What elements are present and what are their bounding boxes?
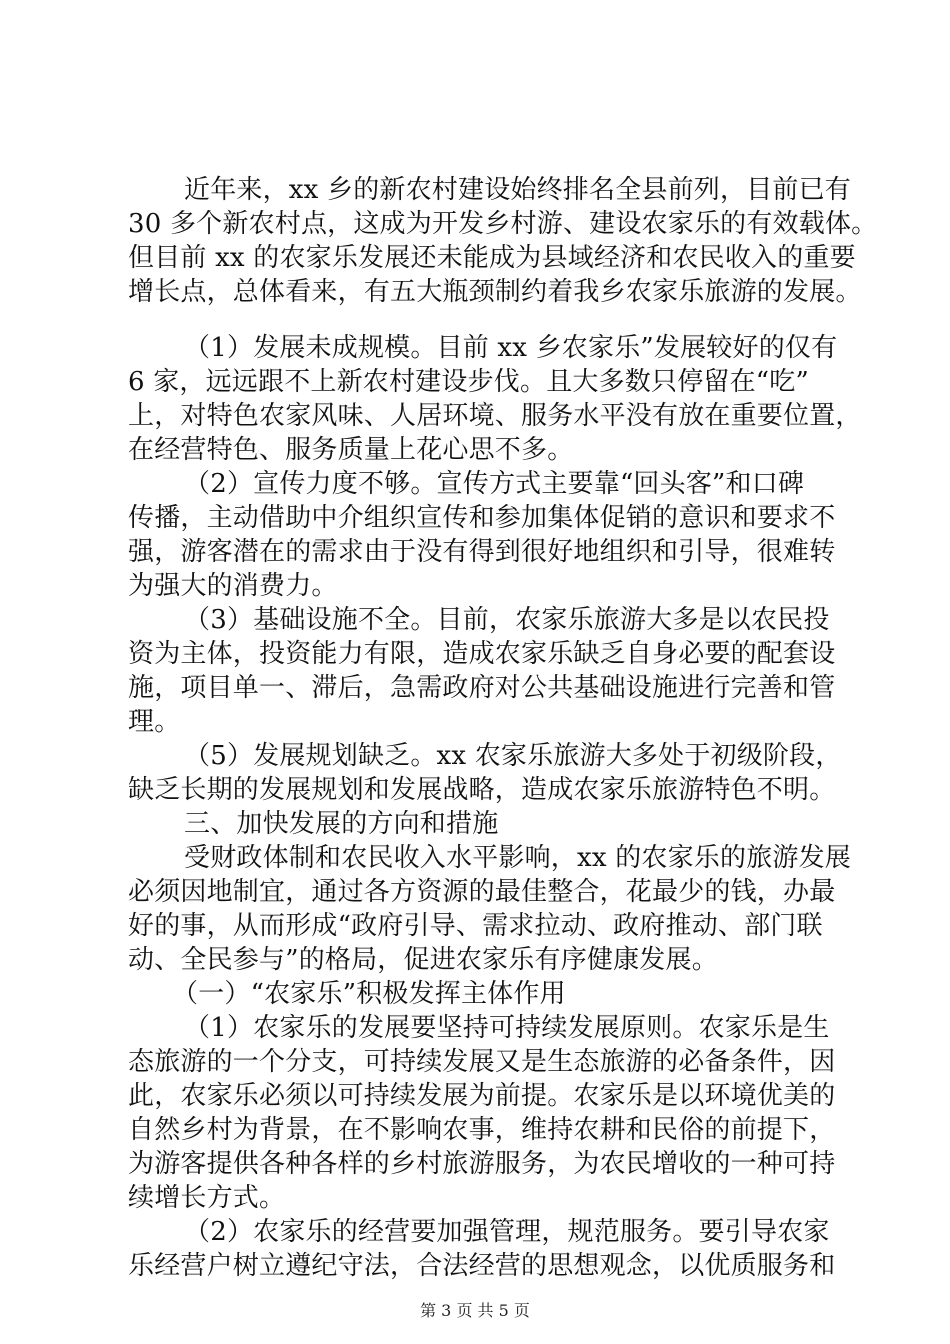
text-line: 传播，主动借助中介组织宣传和参加集体促销的意识和要求不 <box>128 503 836 533</box>
text-line: （2）农家乐的经营要加强管理，规范服务。要引导农家 <box>184 1217 830 1247</box>
text-line: 6 家，远远跟不上新农村建设步伐。且大多数只停留在“吃” <box>128 367 809 397</box>
text-line: 必须因地制宜，通过各方资源的最佳整合，花最少的钱，办最 <box>128 877 836 907</box>
text-line: 态旅游的一个分支，可持续发展又是生态旅游的必备条件，因 <box>128 1047 836 1077</box>
text-line: 但目前 xx 的农家乐发展还未能成为县域经济和农民收入的重要 <box>128 243 856 273</box>
text-line: 为强大的消费力。 <box>128 571 338 601</box>
text-line: （2）宣传力度不够。宣传方式主要靠“回头客”和口碑 <box>184 469 805 499</box>
text-line: （3）基础设施不全。目前，农家乐旅游大多是以农民投 <box>184 605 830 635</box>
text-line: 续增长方式。 <box>128 1183 286 1213</box>
text-line: 上，对特色农家风味、人居环境、服务水平没有放在重要位置， <box>128 401 862 431</box>
text-line: （1）发展未成规模。目前 xx 乡农家乐”发展较好的仅有 <box>184 333 838 363</box>
text-line: 动、全民参与”的格局，促进农家乐有序健康发展。 <box>128 945 718 975</box>
text-line: 缺乏长期的发展规划和发展战略，造成农家乐旅游特色不明。 <box>128 775 836 805</box>
text-line: 好的事，从而形成“政府引导、需求拉动、政府推动、部门联 <box>128 911 823 941</box>
text-line: 乐经营户树立遵纪守法，合法经营的思想观念，以优质服务和 <box>128 1251 836 1281</box>
page-number-footer: 第 3 页 共 5 页 <box>420 1301 530 1320</box>
text-line: 此，农家乐必须以可持续发展为前提。农家乐是以环境优美的 <box>128 1081 836 1111</box>
text-line: 资为主体，投资能力有限，造成农家乐缺乏自身必要的配套设 <box>128 639 836 669</box>
text-line: 受财政体制和农民收入水平影响，xx 的农家乐的旅游发展 <box>184 843 851 873</box>
text-line: 施，项目单一、滞后，急需政府对公共基础设施进行完善和管 <box>128 673 836 703</box>
text-line: 为游客提供各种各样的乡村旅游服务，为农民增收的一种可持 <box>128 1149 836 1179</box>
heading-line: 三、加快发展的方向和措施 <box>184 809 499 839</box>
text-line: 理。 <box>128 707 181 737</box>
text-line: 强，游客潜在的需求由于没有得到很好地组织和引导，很难转 <box>128 537 836 567</box>
text-line: （5）发展规划缺乏。xx 农家乐旅游大多处于初级阶段， <box>184 741 842 771</box>
text-line: 自然乡村为背景，在不影响农事，维持农耕和民俗的前提下， <box>128 1115 836 1145</box>
text-line: 30 多个新农村点，这成为开发乡村游、建设农家乐的有效载体。 <box>128 209 878 239</box>
text-line: 近年来，xx 乡的新农村建设始终排名全县前列，目前已有 <box>184 175 851 205</box>
text-line: 增长点，总体看来，有五大瓶颈制约着我乡农家乐旅游的发展。 <box>128 277 862 307</box>
text-line: 在经营特色、服务质量上花心思不多。 <box>128 435 574 465</box>
text-line: （1）农家乐的发展要坚持可持续发展原则。农家乐是生 <box>184 1013 830 1043</box>
heading-line: （一）“农家乐”积极发挥主体作用 <box>172 979 566 1009</box>
